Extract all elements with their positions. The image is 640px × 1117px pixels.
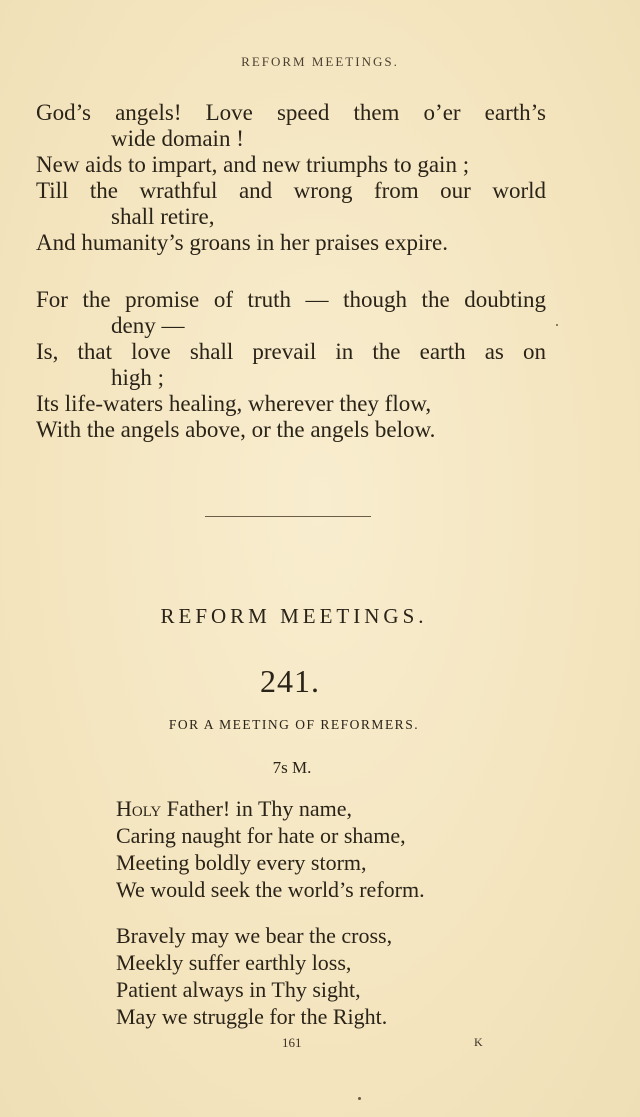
page-number: 161 bbox=[282, 1035, 302, 1050]
hymn-number: 241. bbox=[260, 663, 320, 699]
paper-speck bbox=[556, 324, 558, 326]
paper-speck bbox=[358, 1097, 361, 1100]
stanza-line: deny — bbox=[111, 313, 185, 338]
stanza-line: And humanity’s groans in her praises expire. bbox=[36, 230, 448, 255]
hymn-line: Meeting boldly every storm, bbox=[116, 850, 367, 875]
stanza-line: God’s angels! Love speed them o’er earth’s bbox=[36, 100, 546, 125]
signature-mark: K bbox=[474, 1035, 483, 1049]
hymn-subtitle: FOR A MEETING OF REFORMERS. bbox=[168, 717, 420, 732]
poem-stanza-2 bbox=[36, 287, 546, 443]
section-divider bbox=[205, 516, 371, 517]
stanza-line: Its life-waters healing, wherever they flow, bbox=[36, 391, 432, 416]
stanza-line: New aids to impart, and new triumphs to gain ; bbox=[36, 152, 470, 177]
stanza-line: shall retire, bbox=[111, 204, 215, 229]
stanza-line: high ; bbox=[111, 365, 165, 390]
hymn-line: We would seek the world’s reform. bbox=[116, 877, 425, 902]
stanza-line: With the angels above, or the angels below. bbox=[36, 417, 436, 442]
hymn-stanza-1 bbox=[116, 795, 516, 903]
hymn-line bbox=[116, 795, 516, 822]
hymn-meter: 7s M. bbox=[272, 758, 312, 777]
running-head: REFORM MEETINGS. bbox=[241, 54, 399, 69]
hymn-stanza-2 bbox=[116, 922, 516, 1030]
first-line-rest: Father! in Thy name, bbox=[161, 796, 353, 821]
poem-stanza-1 bbox=[36, 100, 546, 256]
hymn-line: Patient always in Thy sight, bbox=[116, 977, 361, 1002]
hymn-line: Caring naught for hate or shame, bbox=[116, 823, 406, 848]
stanza-line: For the promise of truth — though the doubting bbox=[36, 287, 546, 312]
first-word: Holy bbox=[116, 796, 162, 821]
hymn-line: Meekly suffer earthly loss, bbox=[116, 950, 352, 975]
hymn-line: Bravely may we bear the cross, bbox=[116, 923, 393, 948]
stanza-line: Till the wrathful and wrong from our world bbox=[36, 178, 546, 203]
hymn-line: May we struggle for the Right. bbox=[116, 1004, 388, 1029]
stanza-line: wide domain ! bbox=[111, 126, 244, 151]
stanza-line: Is, that love shall prevail in the earth as on bbox=[36, 339, 546, 364]
section-title: REFORM MEETINGS. bbox=[160, 604, 428, 628]
